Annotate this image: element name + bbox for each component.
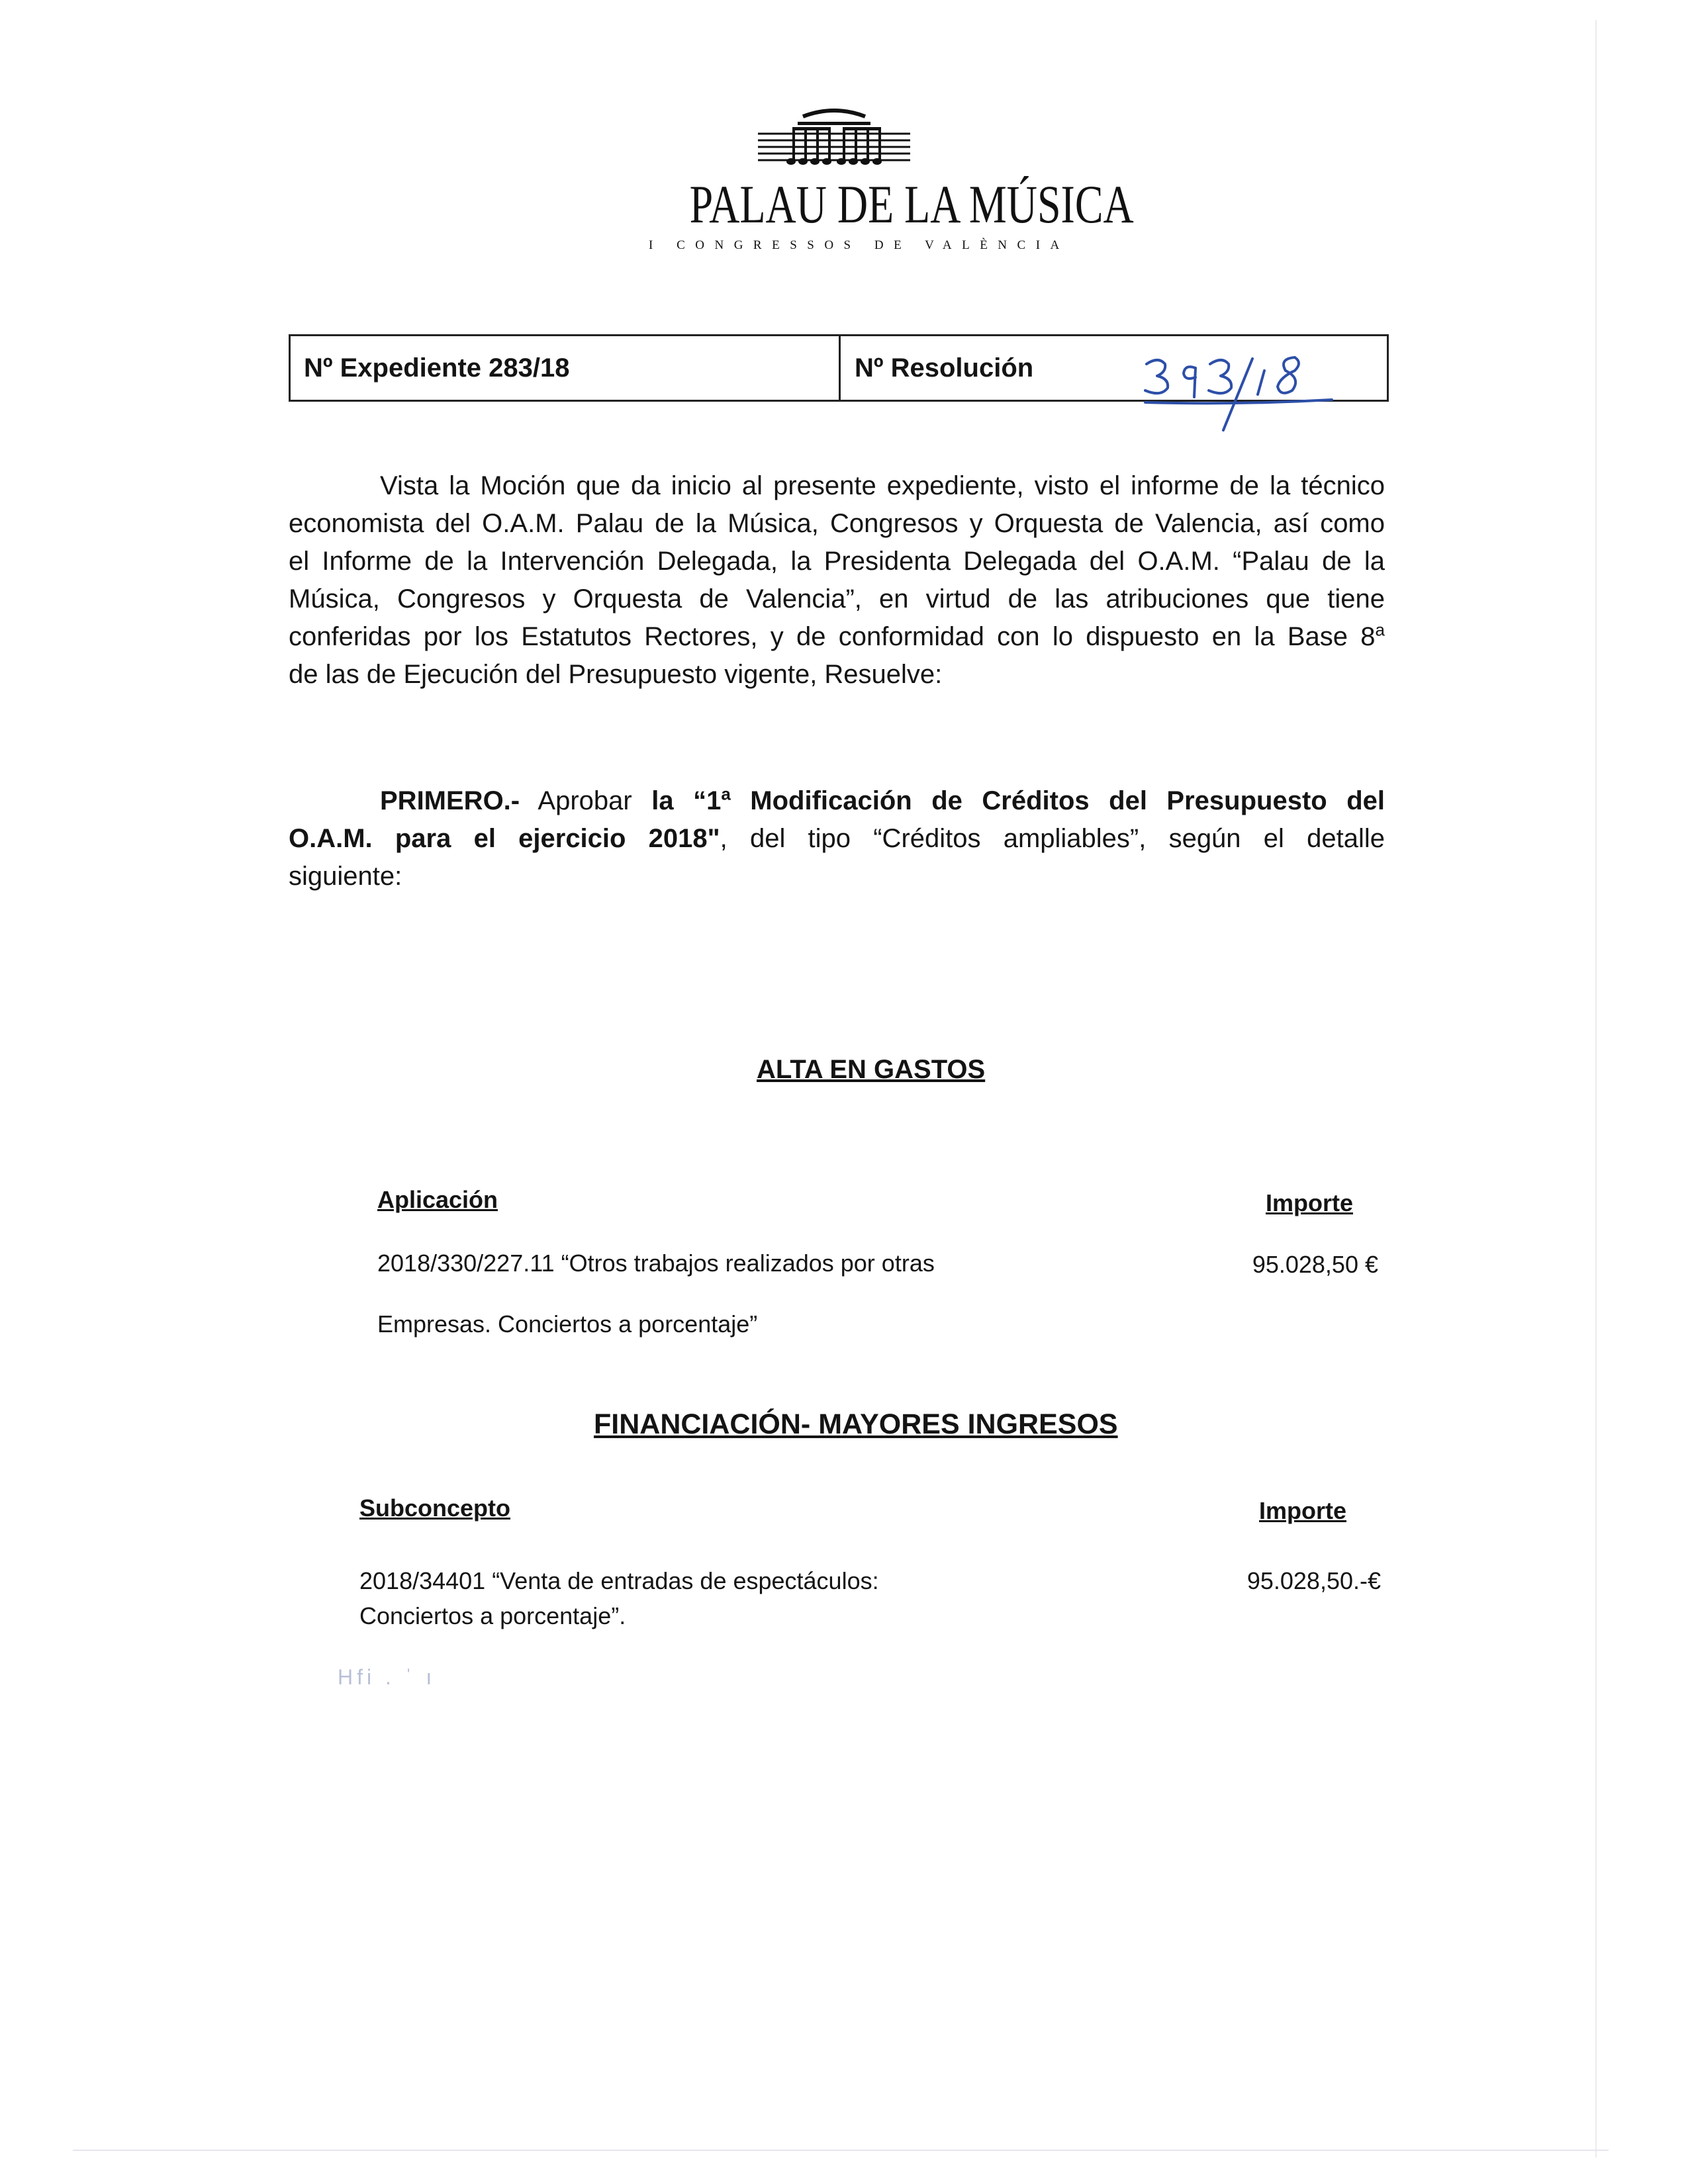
aplicacion-header: Aplicación	[377, 1186, 498, 1213]
intro-line-5: conferidas por los Estatutos Rectores, y de conformidad con lo dispuesto en la Base 8$^a$	[289, 619, 1385, 651]
subconcepto-header: Subconcepto	[359, 1494, 511, 1522]
resolucion-label: Nº Resolución	[855, 353, 1034, 383]
logo-subtitle: I CONGRESSOS DE VALÈNCIA	[649, 238, 1070, 252]
financiacion-title: FINANCIACIÓN- MAYORES INGRESOS	[594, 1408, 1118, 1440]
financiacion-amount: 95.028,50.-€	[1246, 1567, 1381, 1594]
alta-line-1: 2018/330/227.11 “Otros trabajos realizados por otras	[377, 1250, 935, 1277]
intro-line-4: Música, Congresos y Orquesta de Valencia”, en virtud de las atribuciones que tiene	[289, 584, 1385, 614]
intro-line-6: de las de Ejecución del Presupuesto vigente, Resuelve:	[289, 660, 943, 689]
alta-amount: 95.028,50 €	[1252, 1251, 1378, 1278]
intro-line-2: economista del O.A.M. Palau de la Música, Congresos y Orquesta de Valencia, así como	[289, 509, 1385, 538]
header-divider	[839, 336, 841, 400]
intro-line-3: el Informe de la Intervención Delegada, la Presidenta Delegada del O.A.M. “Palau de la	[289, 547, 1385, 576]
scan-edge-bottom	[73, 2150, 1609, 2151]
alta-en-gastos-title: ALTA EN GASTOS	[757, 1055, 986, 1084]
importe-header-alta: Importe	[1266, 1189, 1354, 1216]
scan-edge-right	[1595, 20, 1597, 2158]
palau-logo	[649, 106, 1134, 258]
financiacion-line-2: Conciertos a porcentaje”.	[359, 1602, 626, 1629]
alta-line-2: Empresas. Conciertos a porcentaje”	[377, 1310, 758, 1338]
primero-line-2: O.A.M. para el ejercicio 2018", del tipo “Créditos ampliables”, según el detalle	[289, 824, 1385, 853]
financiacion-line-1: 2018/34401 “Venta de entradas de espectáculos:	[359, 1567, 879, 1594]
importe-header-financiacion: Importe	[1259, 1497, 1347, 1524]
primero-line-1: PRIMERO.- Aprobar la “1$^a$ Modificación de Créditos del Presupuesto del	[380, 784, 1385, 815]
faded-stamp-residue: Hfi . ˈ ı	[338, 1665, 436, 1689]
intro-line-1: Vista la Moción que da inicio al presente expediente, visto el informe de la técnico	[380, 471, 1385, 500]
intro-paragraph	[289, 467, 1385, 694]
palau-building-icon	[738, 106, 930, 172]
primero-paragraph	[289, 782, 1385, 895]
primero-line-3: siguiente:	[289, 862, 402, 891]
logo-title: PALAU DE LA MÚSICA	[689, 174, 1134, 234]
expediente-number: Nº Expediente 283/18	[304, 353, 570, 383]
handwritten-resolution-number	[1139, 344, 1337, 437]
